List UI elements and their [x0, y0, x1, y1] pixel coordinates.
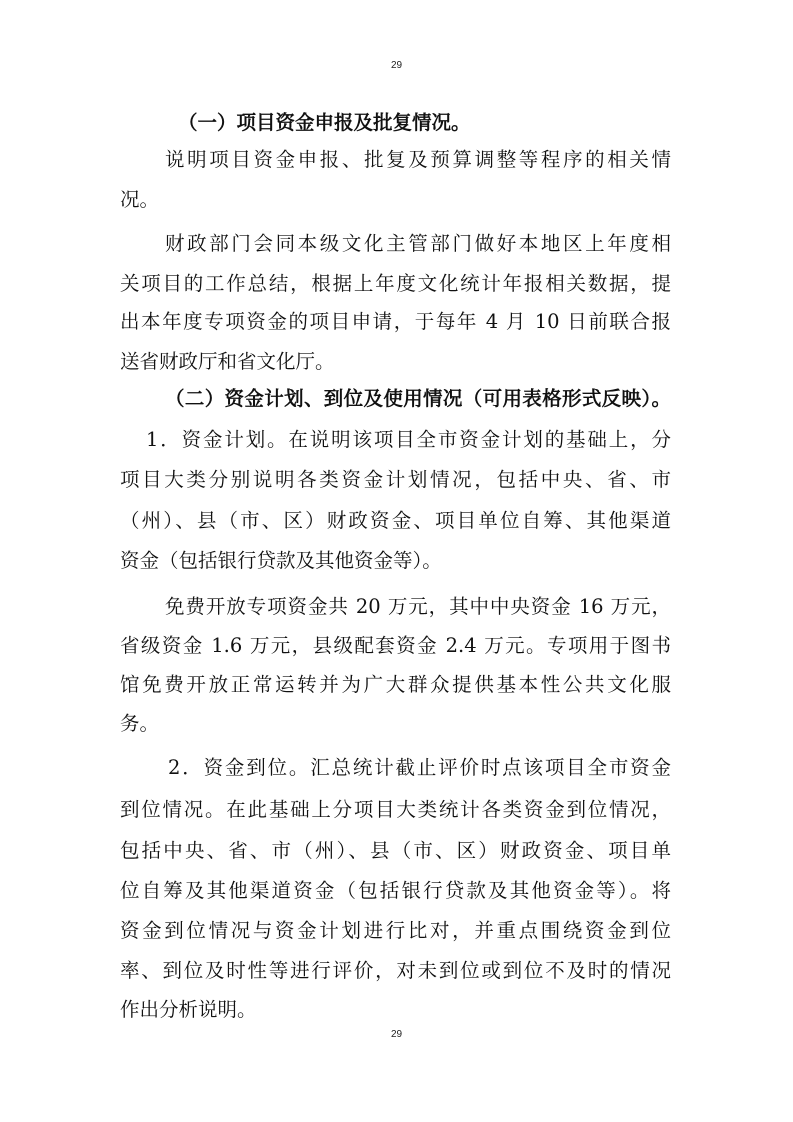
p5-line-5: 资金到位情况与资金计划进行比对，并重点围绕资金到位 [120, 919, 671, 942]
page-number-bottom: 29 [390, 1029, 403, 1040]
p3-line-4: 资金（包括银行贷款及其他资金等）。 [120, 549, 442, 572]
p2-line-2: 关项目的工作总结，根据上年度文化统计年报相关数据，提 [120, 272, 671, 295]
p4-line-1: 免费开放专项资金共 20 万元，其中中央资金 16 万元， [165, 595, 671, 618]
p2-line-1: 财政部门会同本级文化主管部门做好本地区上年度相 [165, 232, 671, 255]
p2-line-3: 出本年度专项资金的项目申请，于每年 4 月 10 日前联合报 [120, 310, 671, 333]
page-number-top: 29 [390, 60, 403, 71]
p5-line-4: 位自筹及其他渠道资金（包括银行贷款及其他资金等）。将 [120, 879, 671, 902]
p3-line-2: 项目大类分别说明各类资金计划情况，包括中央、省、市 [120, 468, 671, 491]
p1-line-1: 说明项目资金申报、批复及预算调整等程序的相关情 [165, 148, 671, 171]
p5-line-2: 到位情况。在此基础上分项目大类统计各类资金到位情况， [120, 798, 671, 821]
section-heading-2: （二）资金计划、到位及使用情况（可用表格形式反映）。 [165, 387, 671, 410]
p2-line-4: 送省财政厅和省文化厅。 [120, 350, 335, 373]
section-heading-1: （一）项目资金申报及批复情况。 [178, 111, 471, 134]
p5-line-7: 作出分析说明。 [120, 998, 257, 1021]
p4-line-4: 务。 [120, 712, 160, 735]
p5-line-1: 2．资金到位。汇总统计截止评价时点该项目全市资金 [168, 756, 671, 779]
p1-line-2: 况。 [120, 188, 160, 211]
p5-line-3: 包括中央、省、市（州）、县（市、区）财政资金、项目单 [120, 839, 671, 862]
p4-line-2: 省级资金 1.6 万元，县级配套资金 2.4 万元。专项用于图书 [120, 634, 671, 657]
p3-line-3: （州）、县（市、区）财政资金、项目单位自筹、其他渠道 [120, 509, 671, 532]
p5-line-6: 率、到位及时性等进行评价，对未到位或到位不及时的情况 [120, 959, 671, 982]
p3-line-1: 1．资金计划。在说明该项目全市资金计划的基础上，分 [146, 428, 671, 451]
p4-line-3: 馆免费开放正常运转并为广大群众提供基本性公共文化服 [120, 673, 671, 696]
